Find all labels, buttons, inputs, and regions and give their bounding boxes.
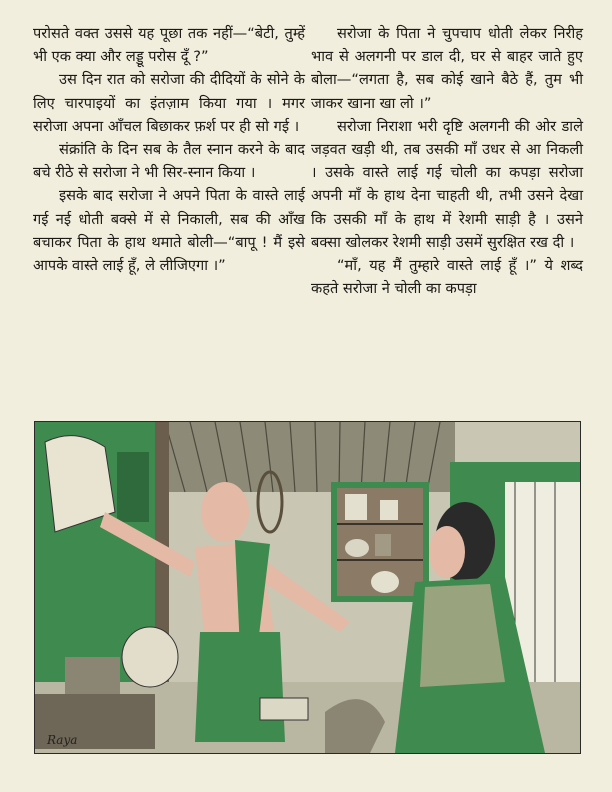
left-text-column	[33, 22, 305, 277]
paragraph: सरोजा निराशा भरी दृष्टि अलगनी की ओर डाले जड़वत खड़ी थी, तब उसकी माँ उधर से आ निकली । उसके वास्ते लाई गई चोली का कपड़ा सरोजा अपनी माँ के हाथ देना चाहती थी, तभी उसने देखा कि उसकी माँ के हाथ में रेशमी साड़ी है । उसने बक्सा खोलकर रेशमी साड़ी उसमें सुरक्षित रख दी ।	[311, 117, 583, 251]
paragraph: “माँ, यह मैं तुम्हारे वास्ते लाई हूँ ।” ये शब्द कहते सरोजा ने चोली का कपड़ा	[311, 257, 583, 298]
illustration-scene	[35, 422, 580, 753]
artist-signature: Raya	[47, 733, 78, 747]
story-illustration	[34, 421, 581, 754]
paragraph: सरोजा के पिता ने चुपचाप धोती लेकर निरीह भाव से अलगनी पर डाल दी, घर से बाहर जाते हुए बोला—“लगता है, सब कोई खाने बैठे हैं, तुम भी जाकर खाना खा लो ।”	[311, 25, 583, 112]
paragraph: संक्रांति के दिन सब के तैल स्नान करने के बाद बचे रीठे से सरोजा ने भी सिर-स्नान किया ।	[33, 141, 305, 182]
paragraph: इसके बाद सरोजा ने अपने पिता के वास्ते लाई गई नई धोती बक्से में से निकाली, सब की आँख बचाकर पिता के हाथ थमाते बोली—“बापू ! मैं इसे आपके वास्ते लाई हूँ, ले लीजिएगा ।”	[33, 187, 305, 275]
right-text-column	[311, 22, 583, 300]
paragraph: परोसते वक्त उससे यह पूछा तक नहीं—“बेटी, तुम्हें भी एक क्या और लड्डू परोस दूँ ?”	[33, 25, 305, 66]
paragraph: उस दिन रात को सरोजा की दीदियों के सोने के लिए चारपाइयों का इंतज़ाम किया गया । मगर सरोजा अपना आँचल बिछाकर फ़र्श पर ही सो गई ।	[33, 71, 305, 135]
